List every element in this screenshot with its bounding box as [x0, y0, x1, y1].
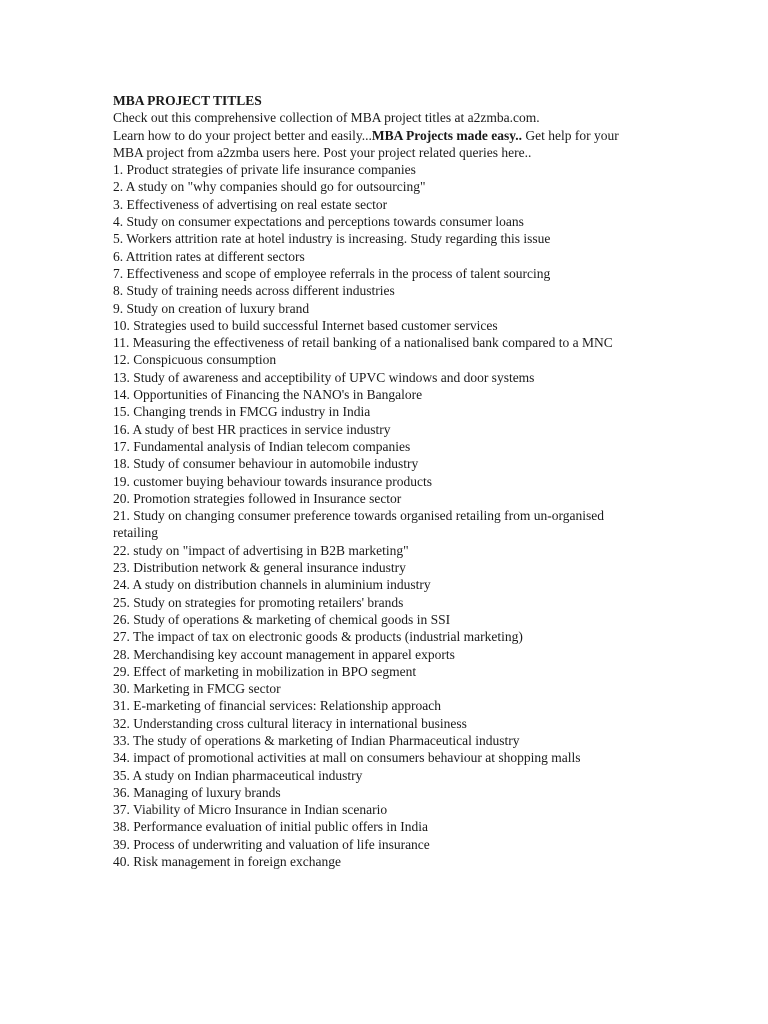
list-item: 37. Viability of Micro Insurance in Indian scenario [113, 802, 388, 818]
list-item: 26. Study of operations & marketing of chemical goods in SSI [113, 611, 451, 627]
list-item: 6. Attrition rates at different sectors [113, 248, 305, 264]
list-item: 13. Study of awareness and acceptibility of UPVC windows and door systems [113, 369, 535, 385]
list-item: 34. impact of promotional activities at mall on consumers behaviour at shopping malls [113, 750, 581, 766]
list-item: 17. Fundamental analysis of Indian telecom companies [113, 438, 411, 454]
project-titles-list [113, 161, 643, 870]
list-item: 12. Conspicuous consumption [113, 352, 277, 368]
intro-text-pre: Learn how to do your project better and easily... [113, 127, 372, 143]
list-item: 22. study on "impact of advertising in B2B marketing" [113, 542, 409, 558]
list-item: 3. Effectiveness of advertising on real estate sector [113, 196, 388, 212]
list-item: 23. Distribution network & general insurance industry [113, 560, 406, 576]
list-item: 36. Managing of luxury brands [113, 784, 281, 800]
document-title: MBA PROJECT TITLES [113, 93, 262, 108]
list-item: 39. Process of underwriting and valuation of life insurance [113, 836, 430, 852]
list-item: 11. Measuring the effectiveness of retail banking of a nationalised bank compared to a MNC [113, 335, 613, 351]
list-item: 31. E-marketing of financial services: Relationship approach [113, 698, 442, 714]
list-item: 28. Merchandising key account management in apparel exports [113, 646, 455, 662]
list-item: 29. Effect of marketing in mobilization in BPO segment [113, 663, 417, 679]
list-item: 9. Study on creation of luxury brand [113, 300, 310, 316]
list-item: 30. Marketing in FMCG sector [113, 681, 281, 697]
list-item: 35. A study on Indian pharmaceutical industry [113, 767, 363, 783]
intro-line-1: Check out this comprehensive collection of MBA project titles at a2zmba.com. [113, 110, 540, 126]
list-item: 20. Promotion strategies followed in Insurance sector [113, 490, 402, 506]
list-item: 21. Study on changing consumer preference towards organised retailing from un-organised retailing [113, 508, 604, 541]
list-item: 32. Understanding cross cultural literacy in international business [113, 715, 467, 731]
list-item: 33. The study of operations & marketing of Indian Pharmaceutical industry [113, 732, 520, 748]
intro-text-post: Get help for your MBA project from a2zmba users here. Post your project related queries here.. [113, 127, 619, 160]
list-item: 5. Workers attrition rate at hotel industry is increasing. Study regarding this issue [113, 231, 551, 247]
list-item: 19. customer buying behaviour towards insurance products [113, 473, 433, 489]
list-item: 16. A study of best HR practices in service industry [113, 421, 391, 437]
list-item: 40. Risk management in foreign exchange [113, 854, 341, 870]
list-item: 1. Product strategies of private life insurance companies [113, 162, 416, 178]
list-item: 2. A study on "why companies should go for outsourcing" [113, 179, 426, 195]
list-item: 25. Study on strategies for promoting retailers' brands [113, 594, 404, 610]
list-item: 10. Strategies used to build successful Internet based customer services [113, 317, 498, 333]
list-item: 15. Changing trends in FMCG industry in India [113, 404, 371, 420]
list-item: 4. Study on consumer expectations and perceptions towards consumer loans [113, 214, 524, 230]
intro-text-bold: MBA Projects made easy.. [371, 127, 523, 143]
list-item: 7. Effectiveness and scope of employee referrals in the process of talent sourcing [113, 265, 551, 281]
list-item: 24. A study on distribution channels in aluminium industry [113, 577, 431, 593]
list-item: 14. Opportunities of Financing the NANO's in Bangalore [113, 387, 423, 403]
document-body [113, 92, 643, 870]
list-item: 18. Study of consumer behaviour in automobile industry [113, 456, 419, 472]
list-item: 8. Study of training needs across different industries [113, 283, 395, 299]
list-item: 27. The impact of tax on electronic goods & products (industrial marketing) [113, 629, 523, 645]
intro-paragraph [113, 127, 643, 162]
list-item: 38. Performance evaluation of initial public offers in India [113, 819, 429, 835]
